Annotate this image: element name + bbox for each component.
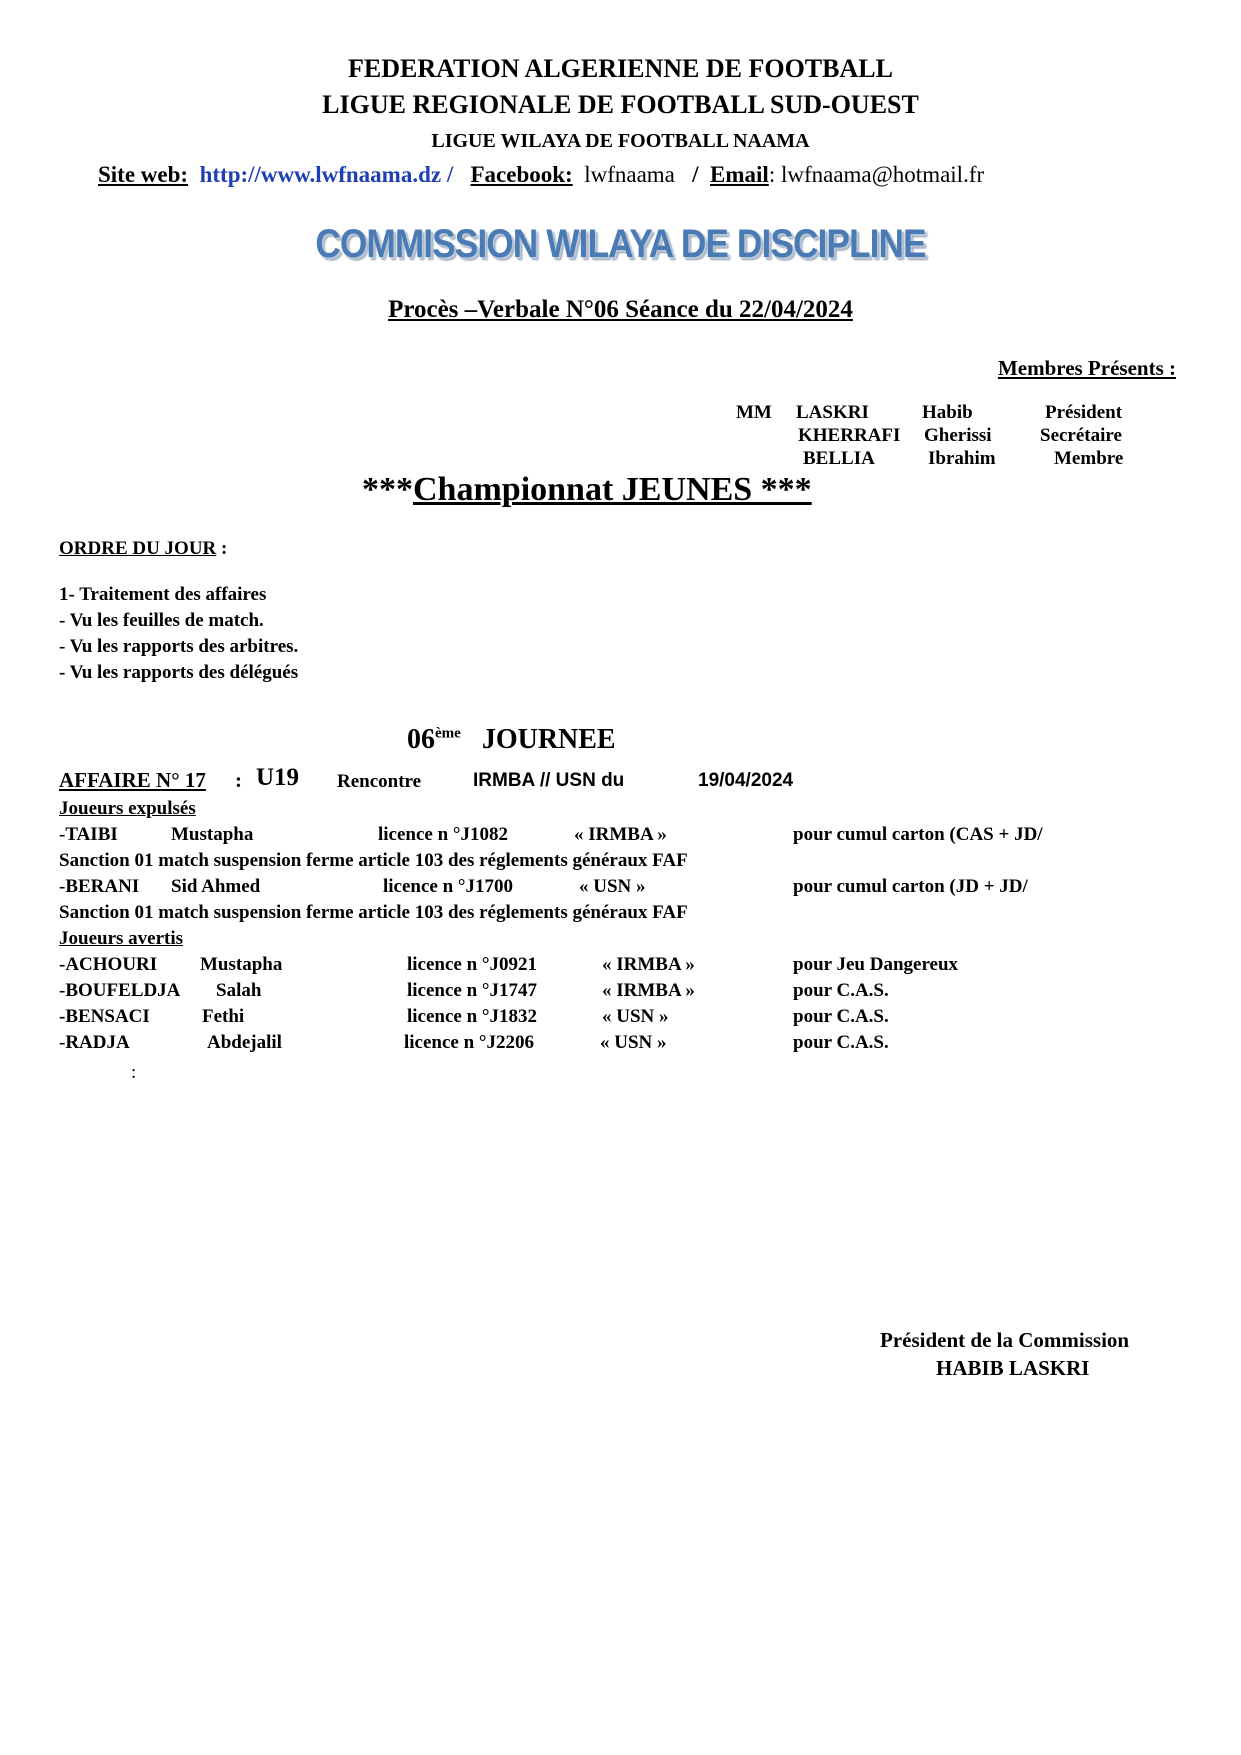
member-last-name: BELLIA	[803, 448, 875, 469]
player-reason: pour C.A.S.	[793, 1032, 889, 1053]
championship-stars: ***	[362, 471, 413, 508]
agenda-item: - Vu les rapports des arbitres.	[59, 636, 299, 657]
player-club: « USN »	[579, 876, 646, 897]
warned-heading: Joueurs avertis	[59, 928, 184, 949]
affaire-colon: :	[235, 768, 242, 792]
player-first-name: Sid Ahmed	[171, 876, 261, 897]
site-label: Site web:	[98, 162, 189, 187]
separator: /	[692, 162, 699, 187]
agenda-item: 1- Traitement des affaires	[59, 584, 267, 605]
commission-title: COMMISSION WILAYA DE DISCIPLINE	[315, 222, 926, 266]
player-last-name: -BENSACI	[59, 1006, 150, 1027]
player-club: « USN »	[600, 1032, 667, 1053]
member-last-name: KHERRAFI	[798, 425, 901, 446]
player-last-name: -TAIBI	[59, 824, 118, 845]
player-licence: licence n °J2206	[404, 1032, 535, 1053]
player-reason: pour C.A.S.	[793, 980, 889, 1001]
commission-banner	[0, 222, 1241, 267]
pv-title: Procès –Verbale N°06 Séance du 22/04/2024	[388, 296, 853, 323]
email-label: Email	[710, 162, 769, 187]
player-club: « IRMBA »	[602, 980, 695, 1001]
member-role: Membre	[1054, 448, 1124, 469]
site-link[interactable]: http://www.lwfnaama.dz /	[199, 162, 454, 187]
member-role: Secrétaire	[1040, 425, 1122, 446]
email-value[interactable]: : lwfnaama@hotmail.fr	[768, 162, 985, 187]
player-first-name: Abdejalil	[207, 1032, 282, 1053]
player-reason: pour cumul carton (JD + JD/	[793, 876, 1028, 897]
player-first-name: Fethi	[202, 1006, 245, 1027]
facebook-label: Facebook:	[470, 162, 573, 187]
championship-heading	[362, 471, 812, 509]
affaire-match: IRMBA // USN du	[473, 770, 625, 791]
signature-name: HABIB LASKRI	[936, 1356, 1090, 1380]
player-club: « USN »	[602, 1006, 669, 1027]
agenda-item: - Vu les rapports des délégués	[59, 662, 299, 683]
affaire-label: AFFAIRE N° 17	[59, 768, 206, 792]
championship-title: Championnat JEUNES ***	[413, 471, 812, 508]
player-licence: licence n °J0921	[407, 954, 538, 975]
player-sanction: Sanction 01 match suspension ferme article 103 des réglements généraux FAF	[59, 902, 688, 923]
player-licence: licence n °J1700	[383, 876, 514, 897]
player-last-name: -RADJA	[59, 1032, 130, 1053]
player-sanction: Sanction 01 match suspension ferme article 103 des réglements généraux FAF	[59, 850, 688, 871]
expelled-heading: Joueurs expulsés	[59, 798, 196, 819]
trailing-colon: :	[131, 1062, 137, 1083]
player-last-name: -BOUFELDJA	[59, 980, 181, 1001]
journee-sup: ème	[435, 725, 461, 742]
ligue-wilaya-title: LIGUE WILAYA DE FOOTBALL NAAMA	[431, 130, 810, 152]
agenda-heading-row	[59, 538, 227, 560]
contact-line	[98, 162, 984, 188]
player-reason: pour C.A.S.	[793, 1006, 889, 1027]
journee-number: 06	[407, 724, 435, 755]
player-club: « IRMBA »	[602, 954, 695, 975]
journee-title	[407, 724, 616, 756]
ligue-regionale-title: LIGUE REGIONALE DE FOOTBALL SUD-OUEST	[322, 90, 919, 119]
player-reason: pour Jeu Dangereux	[793, 954, 959, 975]
player-licence: licence n °J1747	[407, 980, 538, 1001]
facebook-value[interactable]: lwfnaama	[584, 162, 675, 187]
members-prefix: MM	[736, 402, 772, 423]
agenda-colon: :	[216, 538, 228, 559]
rencontre-label: Rencontre	[337, 771, 422, 792]
journee-label: JOURNEE	[481, 724, 616, 755]
members-heading: Membres Présents :	[997, 356, 1176, 380]
member-first-name: Ibrahim	[928, 448, 996, 469]
member-last-name: LASKRI	[796, 402, 869, 423]
player-club: « IRMBA »	[574, 824, 667, 845]
player-reason: pour cumul carton (CAS + JD/	[793, 824, 1043, 845]
affaire-category: U19	[256, 764, 300, 791]
signature-title: Président de la Commission	[880, 1328, 1130, 1352]
player-first-name: Mustapha	[200, 954, 283, 975]
player-licence: licence n °J1082	[378, 824, 509, 845]
player-last-name: -BERANI	[59, 876, 140, 897]
player-last-name: -ACHOURI	[59, 954, 158, 975]
player-licence: licence n °J1832	[407, 1006, 538, 1027]
agenda-item: - Vu les feuilles de match.	[59, 610, 264, 631]
member-first-name: Gherissi	[924, 425, 992, 446]
player-first-name: Salah	[216, 980, 262, 1001]
affaire-date: 19/04/2024	[698, 770, 794, 791]
federation-title: FEDERATION ALGERIENNE DE FOOTBALL	[348, 54, 893, 83]
member-first-name: Habib	[922, 402, 973, 423]
agenda-heading: ORDRE DU JOUR	[59, 538, 217, 559]
player-first-name: Mustapha	[171, 824, 254, 845]
member-role: Président	[1045, 402, 1123, 423]
